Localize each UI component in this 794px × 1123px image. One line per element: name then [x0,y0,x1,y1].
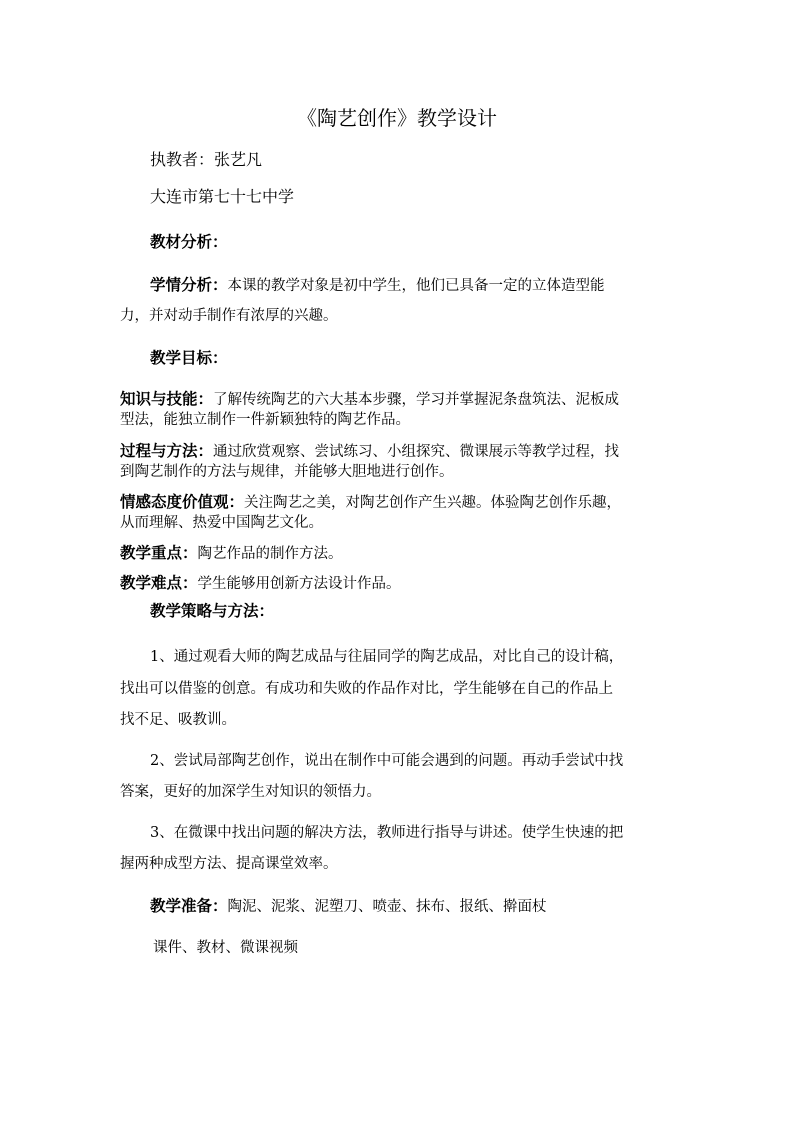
emotion-line2: 从而理解、热爱中国陶艺文化。 [120,515,323,531]
key-point-label: 教学重点： [120,543,198,562]
emotion-label: 情感态度价值观： [120,492,245,511]
key-point-text: 陶艺作品的制作方法。 [197,546,343,562]
emotion-line1 [120,492,621,513]
teacher-line: 执教者：张艺凡 [150,150,263,169]
preparation-label: 教学准备： [150,896,228,915]
difficulty-label: 教学难点： [120,573,198,592]
process-label: 过程与方法： [120,441,214,460]
preparation-line [150,896,547,917]
strategy-item2-line1: 2、尝试局部陶艺创作，说出在制作中可能会遇到的问题。再动手尝试中找 [150,753,624,769]
student-analysis-line1 [150,275,605,296]
preparation-line2: 课件、教材、微课视频 [153,940,298,956]
objectives-heading: 教学目标： [150,348,228,367]
strategy-item1-line1: 1、通过观看大师的陶艺成品与往届同学的陶艺成品，对比自己的设计稿， [150,649,624,665]
emotion-text1: 关注陶艺之美，对陶艺创作产生兴趣。体验陶艺创作乐趣， [244,495,622,511]
difficulty-line [120,573,401,594]
process-line2: 到陶艺制作的方法与规律，并能够大胆地进行创作。 [120,464,454,480]
process-text1: 通过欣赏观察、尝试练习、小组探究、微课展示等教学过程，找 [213,444,620,460]
strategy-item3-line2: 握两种成型方法、提高课堂效率。 [120,856,338,872]
knowledge-label: 知识与技能： [120,389,214,408]
strategy-heading: 教学策略与方法： [150,601,275,620]
material-analysis-heading: 教材分析： [150,232,228,251]
knowledge-text1: 了解传统陶艺的六大基本步骤，学习并掌握泥条盘筑法、泥板成 [213,392,620,408]
student-analysis-line2: 力，并对动手制作有浓厚的兴趣。 [120,308,338,324]
page-title: 《陶艺创作》教学设计 [297,106,497,130]
preparation-text: 陶泥、泥浆、泥塑刀、喷壶、抹布、报纸、擀面杖 [227,899,547,915]
student-analysis-label: 学情分析： [150,275,228,294]
knowledge-line2: 型法，能独立制作一件新颖独特的陶艺作品。 [120,412,410,428]
process-line1 [120,441,619,462]
difficulty-text: 学生能够用创新方法设计作品。 [197,576,401,592]
strategy-item1-line2: 找出可以借鉴的创意。有成功和失败的作品作对比，学生能够在自己的作品上 [120,681,613,697]
strategy-item1-line3: 找不足、吸教训。 [120,712,236,728]
strategy-item3-line1: 3、在微课中找出问题的解决方法，教师进行指导与讲述。使学生快速的把 [150,825,624,841]
knowledge-line1 [120,389,619,410]
key-point-line [120,543,343,564]
school-line: 大连市第七十七中学 [150,187,295,206]
student-analysis-text1: 本课的教学对象是初中学生，他们已具备一定的立体造型能 [227,278,605,294]
strategy-item2-line2: 答案，更好的加深学生对知识的领悟力。 [120,784,381,800]
